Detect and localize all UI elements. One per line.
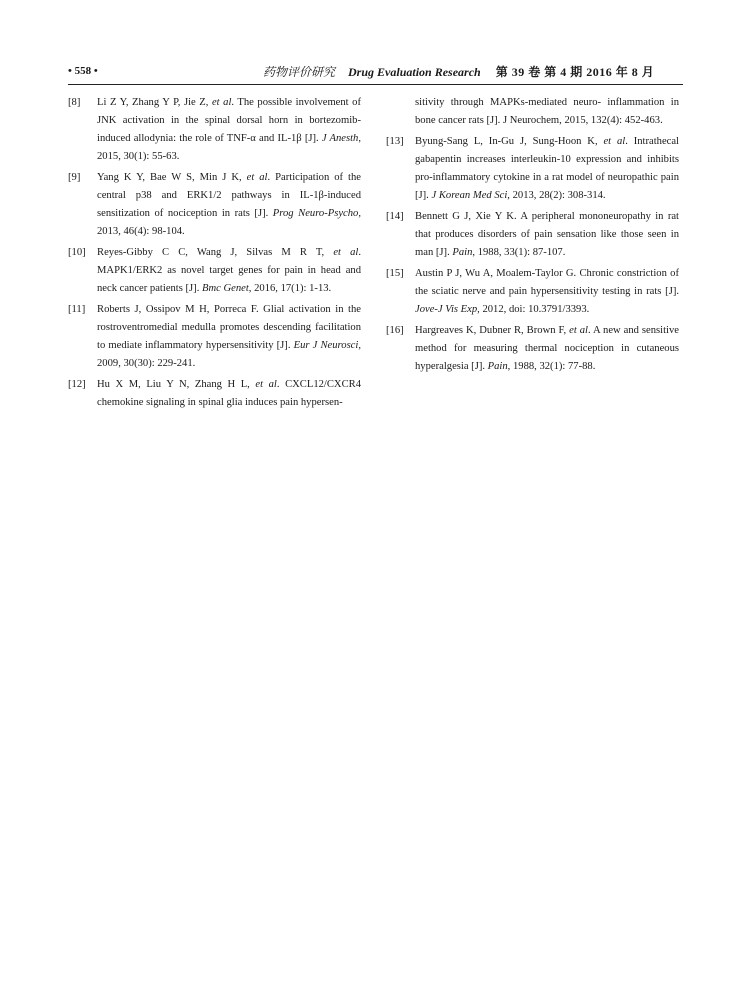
reference-number: [16] xyxy=(386,325,404,336)
reference-journal: Prog Neuro-Psycho xyxy=(272,208,359,219)
reference-number: [13] xyxy=(386,136,404,147)
reference-number: [14] xyxy=(386,211,404,222)
reference-journal: Eur J Neurosci xyxy=(293,340,359,351)
reference-item xyxy=(386,265,679,319)
reference-text: Byung-Sang L, In-Gu J, Sung-Hoon K, xyxy=(415,136,604,147)
reference-number: [12] xyxy=(68,379,86,390)
reference-italic: et al xyxy=(211,97,232,108)
reference-text: , 2009, 30(30): 229-241. xyxy=(97,340,361,369)
reference-text: , 2012, doi: 10.3791/3393. xyxy=(477,304,590,315)
reference-text: Hu X M, Liu Y N, Zhang H L, xyxy=(97,379,256,390)
reference-text: , 2013, 28(2): 308-314. xyxy=(507,190,606,201)
reference-text: , 2015, 132(4): 452-463. xyxy=(559,115,663,126)
reference-item xyxy=(68,376,361,412)
reference-item xyxy=(68,169,361,241)
reference-journal: J Korean Med Sci xyxy=(431,190,508,201)
reference-italic: et al xyxy=(569,325,588,336)
reference-text: sitivity through MAPKs-mediated neuro- inflammation in bone cancer rats [J]. xyxy=(415,97,679,126)
reference-text: , 1988, 33(1): 87-107. xyxy=(472,247,566,258)
reference-item xyxy=(68,94,361,166)
reference-number: [8] xyxy=(68,97,81,108)
reference-text: Bennett G J, Xie Y K. A peripheral mononeuropathy in rat that produces disorders of pain sensation like those seen in man [J]. xyxy=(415,211,679,258)
reference-text: . A new and sensitive method for measuring thermal nociception in cutaneous hyperalgesia [J]. xyxy=(415,325,679,372)
reference-text: Li Z Y, Zhang Y P, Jie Z, xyxy=(97,97,212,108)
reference-italic: et al xyxy=(333,247,359,258)
reference-text: . CXCL12/CXCR4 chemokine signaling in spinal glia induces pain hypersen- xyxy=(97,379,362,408)
reference-journal: Jove-J Vis Exp xyxy=(415,304,478,315)
reference-column-right xyxy=(386,94,679,379)
journal-title-en: Drug Evaluation Research xyxy=(348,65,481,79)
reference-text: . MAPK1/ERK2 as novel target genes for pain in head and neck cancer patients [J]. xyxy=(97,247,361,294)
running-header xyxy=(68,62,683,82)
reference-item xyxy=(386,208,679,262)
reference-item xyxy=(68,244,361,298)
reference-number: [9] xyxy=(68,172,81,183)
reference-italic: et al xyxy=(603,136,626,147)
reference-item xyxy=(68,301,361,373)
reference-text: . Participation of the central p38 and ERK1/2 pathways in IL-1β-induced sensitization of nociception in rats [J]. xyxy=(97,172,361,219)
page-number: • 558 • xyxy=(68,65,98,77)
reference-number: [11] xyxy=(68,304,86,315)
reference-text: , 2013, 46(4): 98-104. xyxy=(97,208,361,237)
reference-continuation xyxy=(386,94,679,130)
reference-journal: Pain xyxy=(452,247,473,258)
reference-item xyxy=(386,322,679,376)
reference-item xyxy=(386,133,679,205)
reference-journal: Bmc Genet xyxy=(202,283,249,294)
reference-text: Roberts J, Ossipov M H, Porreca F. Glial activation in the rostroventromedial medulla promotes descending facilitation to mediate inflammatory hypersensitivity [J]. xyxy=(97,304,361,351)
reference-text: Austin P J, Wu A, Moalem-Taylor G. Chronic constriction of the sciatic nerve and pain hypersensitivity testing in rats [J]. xyxy=(415,268,679,297)
reference-journal: J Neurochem xyxy=(502,115,560,126)
reference-italic: et al xyxy=(246,172,268,183)
reference-number: [10] xyxy=(68,247,86,258)
header-rule xyxy=(68,84,683,85)
reference-text: Yang K Y, Bae W S, Min J K, xyxy=(97,172,247,183)
reference-journal: Pain xyxy=(487,361,508,372)
reference-text: , 1988, 32(1): 77-88. xyxy=(507,361,596,372)
journal-line xyxy=(263,63,654,80)
reference-text: , 2016, 17(1): 1-13. xyxy=(248,283,332,294)
reference-number: [15] xyxy=(386,268,404,279)
reference-text: , 2015, 30(1): 55-63. xyxy=(97,133,361,162)
reference-text: Reyes-Gibby C C, Wang J, Silvas M R T, xyxy=(97,247,334,258)
reference-column-left xyxy=(68,94,361,415)
journal-title-cn: 药物评价研究 xyxy=(263,65,336,79)
reference-text: . The possible involvement of JNK activation in the spinal dorsal horn in bortezomib-induced allodynia: the role of TNF-α and IL-1β [J]. xyxy=(97,97,361,144)
reference-text: Hargreaves K, Dubner R, Brown F, xyxy=(415,325,570,336)
reference-italic: et al xyxy=(255,379,277,390)
reference-text: . Intrathecal gabapentin increases interleukin-10 expression and inhibits pro-inflammatory cytokine in a rat model of neuropathic pain [J]. xyxy=(415,136,679,201)
reference-journal: J Anesth xyxy=(321,133,359,144)
issue-info: 第 39 卷 第 4 期 2016 年 8 月 xyxy=(495,65,655,79)
